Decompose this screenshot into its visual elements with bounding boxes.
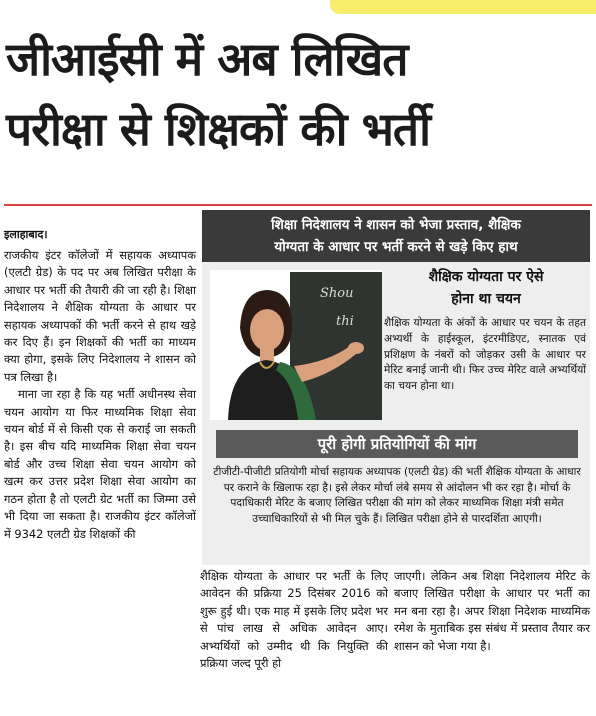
dateline: इलाहाबाद। (4, 228, 48, 241)
headline-line-1: जीआईसी में अब लिखित (6, 32, 408, 86)
board-word: Shou (320, 286, 354, 301)
subhead-line-2: होना था चयन (451, 291, 521, 307)
subhead-selection (388, 266, 584, 310)
divider-rule (4, 204, 592, 206)
teacher-figure (210, 270, 382, 420)
subhead-line-1: शैक्षिक योग्यता पर ऐसे (428, 269, 544, 285)
paragraph: माना जा रहा है कि यह भर्ती अधीनस्थ सेवा चयन आयोग या फिर माध्यमिक शिक्षा सेवा चयन बोर्ड में से किसी एक से कराई जा सकती है। इस बीच यदि माध्यमिक शिक्षा सेवा चयन बोर्ड और उच्च शिक्षा सेवा चयन आयोग को खत्म कर उत्तर प्रदेश शिक्षा सेवा आयोग का गठन होता है तो एलटी ग्रेट भर्ती का जिम्मा उसे भी दिया जा सकता है। राजकीय इंटर कॉलेजों में 9342 एलटी ग्रेड शिक्षकों की (4, 387, 196, 541)
box-headline (202, 210, 590, 262)
sidebar-box (202, 210, 590, 565)
selection-text: शैक्षिक योग्यता के अंकों के आधार पर चयन के तहत अभ्यर्थी के हाईस्कूल, इंटरमीडिएट, स्नातक एवं प्रशिक्षण के नंबरों को जोड़कर उसी के आधार पर मेरिट बनाई जानी थी। फिर उच्च मेरिट वाले अभ्यर्थियों का चयन होना था। (384, 317, 586, 393)
paragraph: राजकीय इंटर कॉलेजों में सहायक अध्यापक (एलटी ग्रेड) के पद पर अब लिखित परीक्षा के आधार पर भर्ती की तैयारी की जा रही है। शिक्षा निदेशालय ने शैक्षिक योग्यता के आधार पर सहायक अध्यापकों की भर्ती करने से हाथ खड़े कर दिए हैं। इन शिक्षकों की भर्ती का माध्यम क्या होगा, इसके लिए निदेशालय ने शासन को पत्र लिखा है। (4, 248, 196, 384)
column-2: शैक्षिक योग्यता के आधार पर भर्ती के लिए आवेदन की प्रक्रिया 25 दिसंबर 2016 को शुरू हुई थी। एक माह में इसके लिए प्रदेश भर से पांच लाख से अधिक आवेदन आए। अभ्यर्थियों को उम्मीद थी कि नियुक्ति की प्रक्रिया जल्द पूरी हो (200, 569, 388, 671)
demand-text: टीजीटी-पीजीटी प्रतियोगी मोर्चा सहायक अध्यापक (एलटी ग्रेड) की भर्ती शैक्षिक योग्यता के आधार पर कराने के खिलाफ रहा है। इसे लेकर मोर्चा लंबे समय से आंदोलन भी कर रहा है। मोर्चा के पदाधिकारी मेरिट के बजाए लिखित परीक्षा की मांग को लेकर माध्यमिक शिक्षा मंत्री समेत उच्चाधिकारियों से भी मिल चुके हैं। लिखित परीक्षा होने से पारदर्शिता आएगी। (213, 466, 581, 525)
box-headline-line-1: शिक्षा निदेशालय ने शासन को भेजा प्रस्ताव, शैक्षिक (271, 217, 521, 233)
column-3: जाएगी। लेकिन अब शिक्षा निदेशालय मेरिट के बजाए लिखित परीक्षा के आधार पर भर्ती का मन बना रहा है। अपर शिक्षा निदेशक माध्यमिक रमेश के मुताबिक इस संबंध में प्रस्ताव तैयार कर शासन को भेजा गया है। (394, 569, 590, 653)
subhead-demand: पूरी होगी प्रतियोगियों की मांग (216, 430, 578, 458)
teacher-photo (210, 270, 382, 420)
headline-line-2: परीक्षा से शिक्षकों की भर्ती (6, 102, 431, 156)
headline (6, 24, 590, 164)
board-word: thi (336, 314, 354, 329)
column-1 (4, 247, 196, 543)
top-color-band (330, 0, 596, 14)
box-headline-line-2: योग्यता के आधार पर भर्ती करने से खड़े किए हाथ (274, 239, 518, 255)
